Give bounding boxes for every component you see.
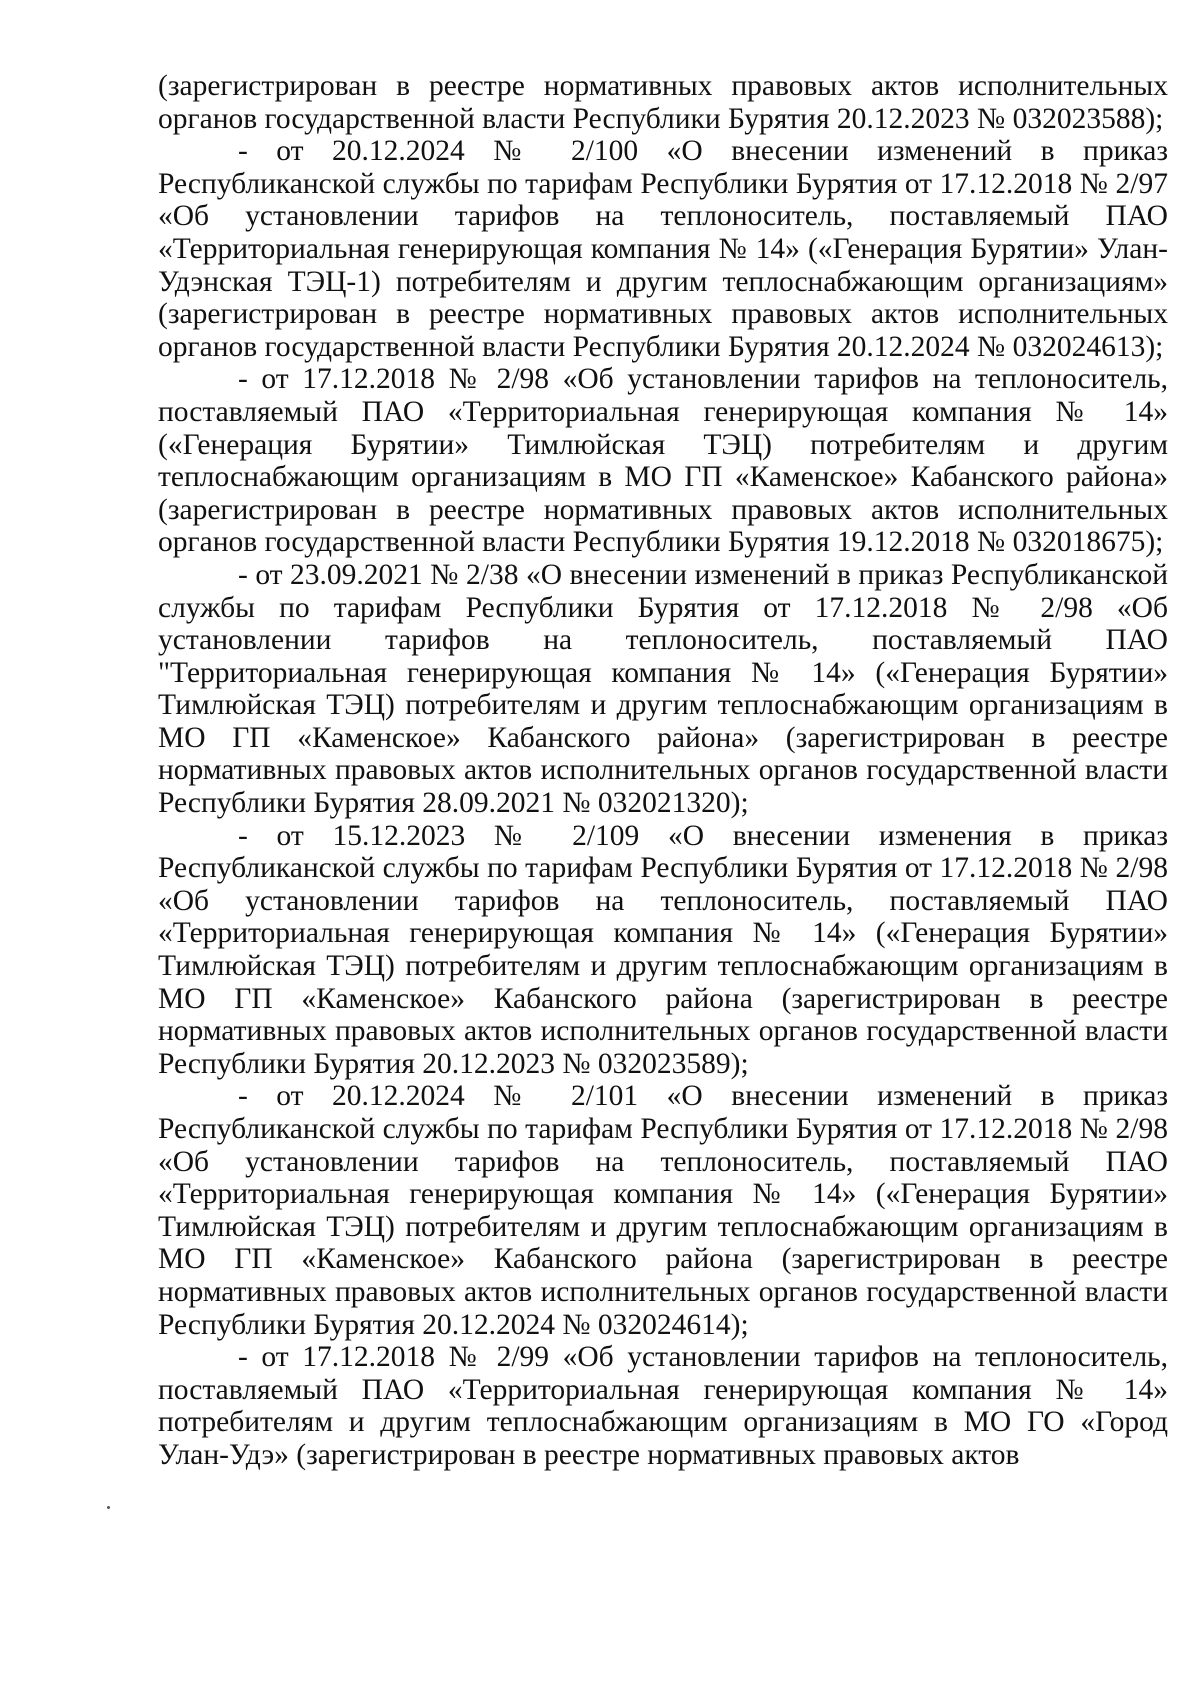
- paragraph-order-2-109: - от 15.12.2023 № 2/109 «О внесении изменения в приказ Республиканской службы по тарифам Республики Бурятия от 17.12.2018 № 2/98 «Об установлении тарифов на теплоноситель, поставляемый ПАО «Территориальная генерирующая компания № 14» («Генерация Бурятии» Тимлюйская ТЭЦ) потребителям и другим теплоснабжающим организациям в МО ГП «Каменское» Кабанского района (зарегистрирован в реестре нормативных правовых актов исполнительных органов государственной власти Республики Бурятия 20.12.2023 № 032023589);: [158, 819, 1168, 1080]
- paragraph-order-2-100: - от 20.12.2024 № 2/100 «О внесении изменений в приказ Республиканской службы по тарифам Республики Бурятия от 17.12.2018 № 2/97 «Об установлении тарифов на теплоноситель, поставляемый ПАО «Территориальная генерирующая компания № 14» («Генерация Бурятии» Улан-Удэнская ТЭЦ-1) потребителям и другим теплоснабжающим организациям» (зарегистрирован в реестре нормативных правовых актов исполнительных органов государственной власти Республики Бурятия 20.12.2024 № 032024613);: [158, 135, 1168, 363]
- document-body: [158, 70, 1168, 1472]
- paragraph-order-2-99: - от 17.12.2018 № 2/99 «Об установлении тарифов на теплоноситель, поставляемый ПАО «Территориальная генерирующая компания № 14» потребителям и другим теплоснабжающим организациям в МО ГО «Город Улан-Удэ» (зарегистрирован в реестре нормативных правовых актов: [158, 1341, 1168, 1471]
- paragraph-order-2-101: - от 20.12.2024 № 2/101 «О внесении изменений в приказ Республиканской службы по тарифам Республики Бурятия от 17.12.2018 № 2/98 «Об установлении тарифов на теплоноситель, поставляемый ПАО «Территориальная генерирующая компания № 14» («Генерация Бурятии» Тимлюйская ТЭЦ) потребителям и другим теплоснабжающим организациям в МО ГП «Каменское» Кабанского района (зарегистрирован в реестре нормативных правовых актов исполнительных органов государственной власти Республики Бурятия 20.12.2024 № 032024614);: [158, 1080, 1168, 1341]
- scan-speck: [107, 1506, 110, 1509]
- paragraph-continuation: (зарегистрирован в реестре нормативных правовых актов исполнительных органов государственной власти Республики Бурятия 20.12.2023 № 032023588);: [158, 70, 1168, 135]
- paragraph-order-2-98: - от 17.12.2018 № 2/98 «Об установлении тарифов на теплоноситель, поставляемый ПАО «Территориальная генерирующая компания № 14» («Генерация Бурятии» Тимлюйская ТЭЦ) потребителям и другим теплоснабжающим организациям в МО ГП «Каменское» Кабанского района» (зарегистрирован в реестре нормативных правовых актов исполнительных органов государственной власти Республики Бурятия 19.12.2018 № 032018675);: [158, 363, 1168, 559]
- paragraph-order-2-38: - от 23.09.2021 № 2/38 «О внесении изменений в приказ Республиканской службы по тарифам Республики Бурятия от 17.12.2018 № 2/98 «Об установлении тарифов на теплоноситель, поставляемый ПАО "Территориальная генерирующая компания № 14» («Генерация Бурятии» Тимлюйская ТЭЦ) потребителям и другим теплоснабжающим организациям в МО ГП «Каменское» Кабанского района» (зарегистрирован в реестре нормативных правовых актов исполнительных органов государственной власти Республики Бурятия 28.09.2021 № 032021320);: [158, 558, 1168, 820]
